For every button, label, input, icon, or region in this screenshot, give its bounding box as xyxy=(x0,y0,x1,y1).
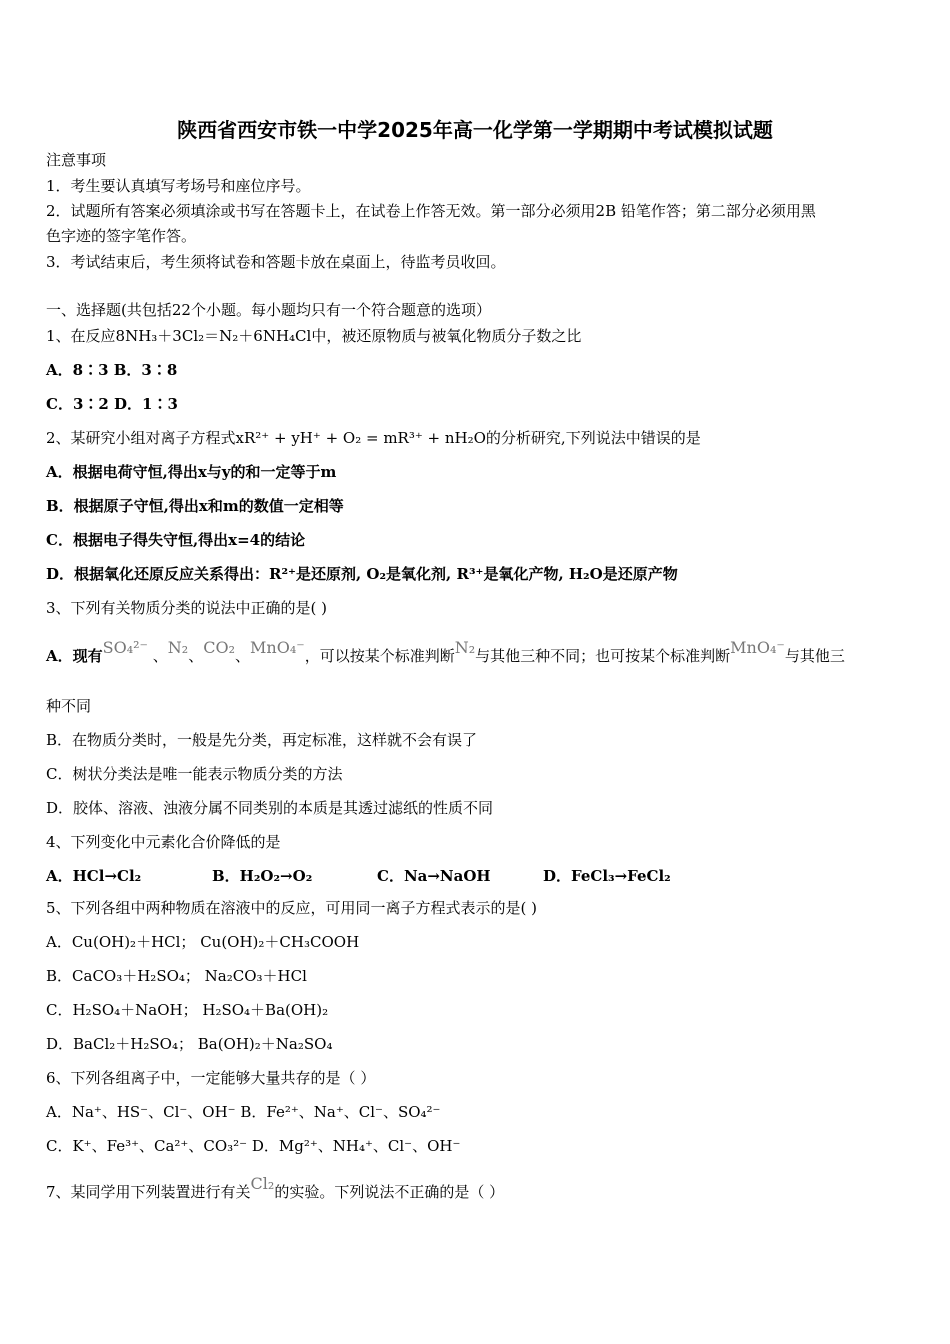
q5-option-b: B．CaCO₃＋H₂SO₄； Na₂CO₃＋HCl xyxy=(46,967,307,985)
q2-option-a: A．根据电荷守恒,得出x与y的和一定等于m xyxy=(46,463,337,481)
q3-option-c: C．树状分类法是唯一能表示物质分类的方法 xyxy=(46,765,343,783)
q6-stem: 6、下列各组离子中，一定能够大量共存的是（ ） xyxy=(46,1069,376,1087)
section-heading: 一、选择题(共包括22个小题。每小题均只有一个符合题意的选项） xyxy=(46,301,491,319)
q3-option-a xyxy=(46,638,845,666)
q6-options-cd: C．K⁺、Fe³⁺、Ca²⁺、CO₃²⁻ D．Mg²⁺、NH₄⁺、Cl⁻、OH⁻ xyxy=(46,1137,461,1155)
q4-stem: 4、下列变化中元素化合价降低的是 xyxy=(46,833,281,851)
q4-option-d: D．FeCl₃→FeCl₂ xyxy=(543,867,671,885)
q7-stem xyxy=(46,1174,505,1202)
formula-co2: CO₂ xyxy=(203,638,236,657)
q3-stem: 3、下列有关物质分类的说法中正确的是( ) xyxy=(46,599,328,617)
formula-mno4: MnO₄⁻ xyxy=(730,638,785,657)
q2-option-c: C．根据电子得失守恒,得出x=4的结论 xyxy=(46,531,306,549)
q1-stem: 1、在反应8NH₃＋3Cl₂＝N₂＋6NH₄Cl中，被还原物质与被氧化物质分子数之比 xyxy=(46,327,582,345)
q2-option-b: B．根据原子守恒,得出x和m的数值一定相等 xyxy=(46,497,344,515)
page-title: 陕西省西安市铁一中学2025年高一化学第一学期期中考试模拟试题 xyxy=(177,118,773,142)
q3-a-prefix: A．现有 xyxy=(46,647,103,665)
q3-a-end: 与其他三 xyxy=(784,647,845,665)
q5-option-a: A．Cu(OH)₂＋HCl； Cu(OH)₂＋CH₃COOH xyxy=(46,933,360,951)
q2-option-d: D．根据氧化还原反应关系得出：R²⁺是还原剂, O₂是氧化剂, R³⁺是氧化产物, H₂O是还原产物 xyxy=(46,565,678,583)
q6-options-ab: A．Na⁺、HS⁻、Cl⁻、OH⁻ B．Fe²⁺、Na⁺、Cl⁻、SO₄²⁻ xyxy=(46,1103,441,1121)
formula-cl2: Cl₂ xyxy=(250,1174,275,1193)
q3-a-mid2: 与其他三种不同；也可按某个标准判断 xyxy=(475,647,731,665)
formula-n2: N₂ xyxy=(454,638,476,657)
notice-heading: 注意事项 xyxy=(46,151,107,169)
q4-option-c: C．Na→NaOH xyxy=(377,867,491,885)
formula-so4: SO₄²⁻ xyxy=(102,638,148,657)
separator: 、 xyxy=(152,647,168,665)
q5-option-c: C．H₂SO₄＋NaOH； H₂SO₄＋Ba(OH)₂ xyxy=(46,1001,329,1019)
notice-item: 3．考试结束后，考生须将试卷和答题卡放在桌面上，待监考员收回。 xyxy=(46,253,506,271)
q5-option-d: D．BaCl₂＋H₂SO₄； Ba(OH)₂＋Na₂SO₄ xyxy=(46,1035,333,1053)
q7-stem-prefix: 7、某同学用下列装置进行有关 xyxy=(46,1183,251,1201)
q3-option-b: B．在物质分类时，一般是先分类，再定标准，这样就不会有误了 xyxy=(46,731,478,749)
q5-stem: 5、下列各组中两种物质在溶液中的反应，可用同一离子方程式表示的是( ) xyxy=(46,899,538,917)
notice-item: 2．试题所有答案必须填涂或书写在答题卡上，在试卷上作答无效。第一部分必须用2B 铅笔作答；第二部分必须用黑 xyxy=(46,202,816,220)
q7-stem-suffix: 的实验。下列说法不正确的是（ ） xyxy=(274,1183,505,1201)
q4-option-b: B．H₂O₂→O₂ xyxy=(212,867,313,885)
q3-option-d: D．胶体、溶液、浊液分属不同类别的本质是其透过滤纸的性质不同 xyxy=(46,799,494,817)
notice-item: 1．考生要认真填写考场号和座位序号。 xyxy=(46,177,311,195)
formula-mno4: MnO₄⁻ xyxy=(250,638,305,657)
separator: 、 xyxy=(235,647,251,665)
separator: 、 xyxy=(188,647,204,665)
q1-options-cd: C．3∶2 D．1∶3 xyxy=(46,395,178,413)
notice-item: 色字迹的签字笔作答。 xyxy=(46,227,197,245)
q3-a-mid1: ，可以按某个标准判断 xyxy=(304,647,455,665)
q2-stem: 2、某研究小组对离子方程式xR²⁺ + yH⁺ + O₂ = mR³⁺ + nH₂O的分析研究,下列说法中错误的是 xyxy=(46,429,701,447)
formula-n2: N₂ xyxy=(167,638,189,657)
q3-option-a-cont: 种不同 xyxy=(46,697,92,715)
q4-option-a: A．HCl→Cl₂ xyxy=(46,867,142,885)
q1-options-ab: A．8∶3 B．3∶8 xyxy=(46,361,178,379)
